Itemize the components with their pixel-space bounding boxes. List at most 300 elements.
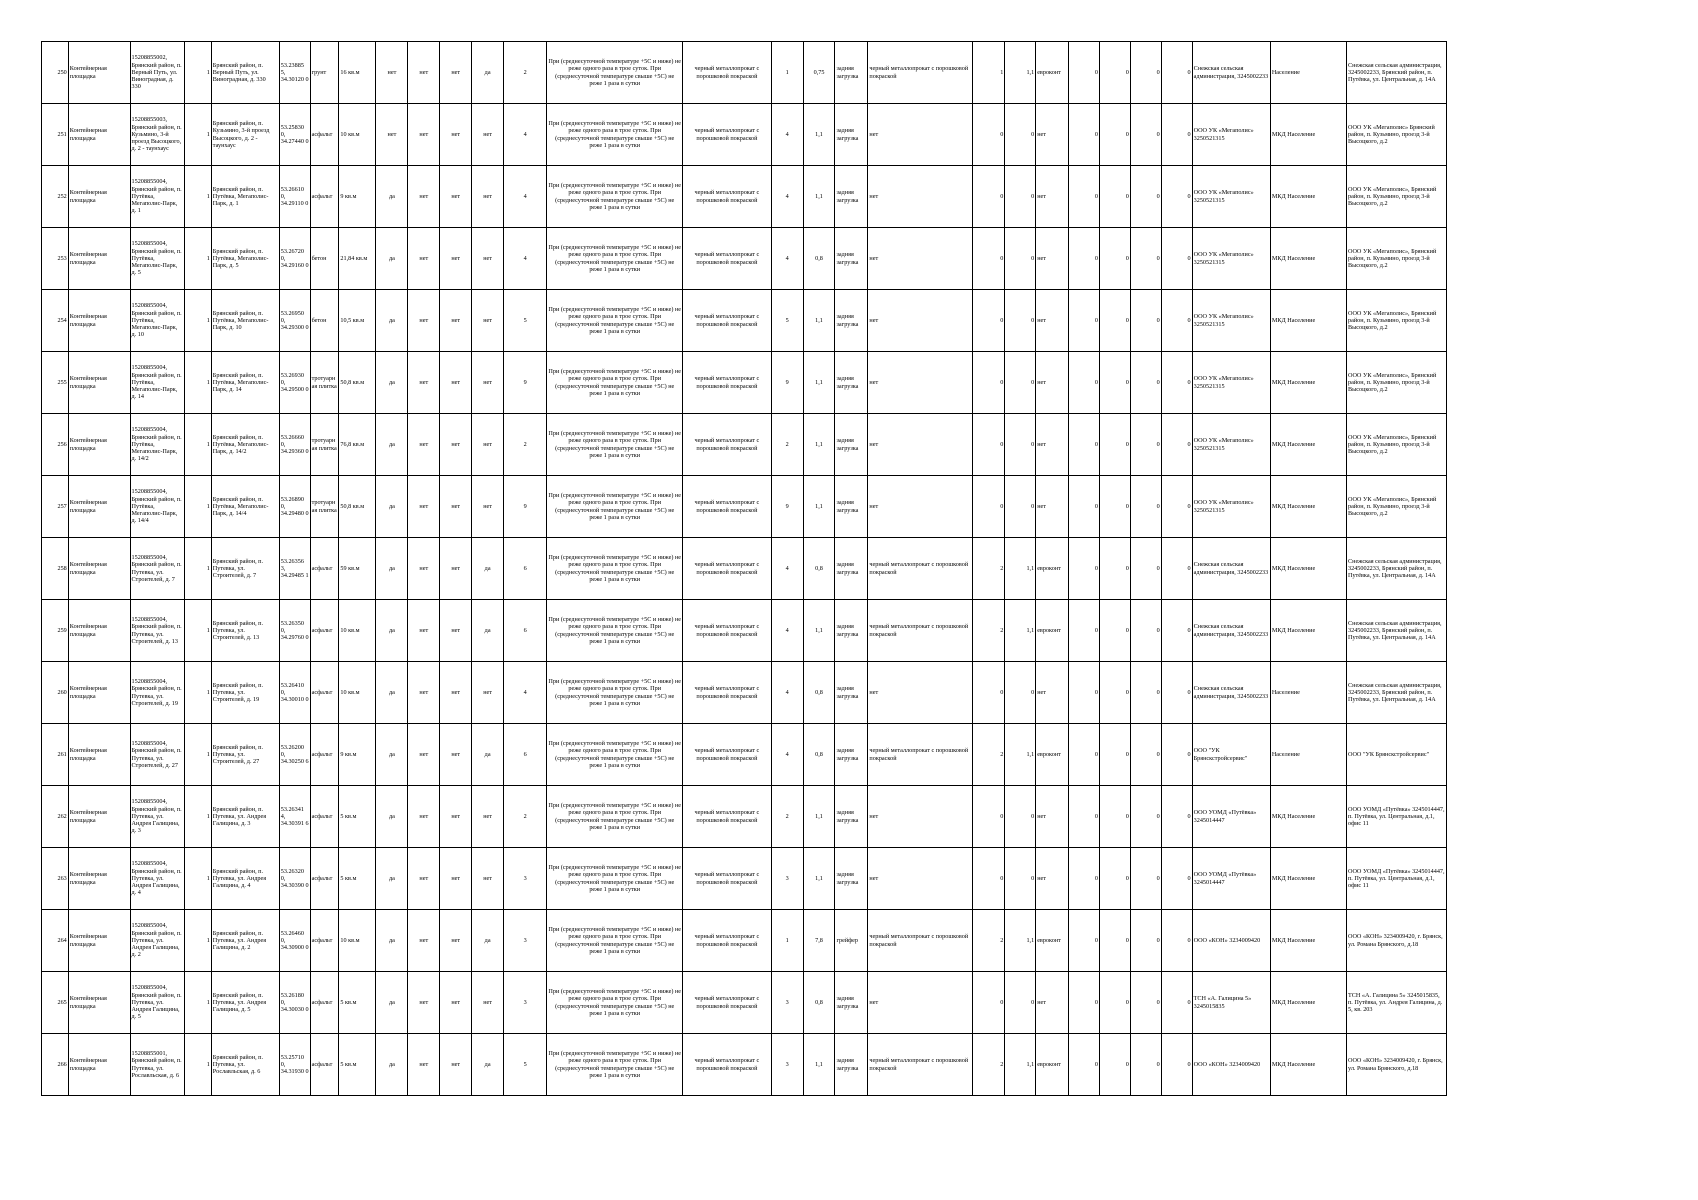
planned-1: 0	[1069, 228, 1100, 290]
row-number: 263	[42, 848, 69, 910]
flag-1: да	[376, 724, 408, 786]
flag-4: нет	[472, 786, 504, 848]
planned-2: 0	[1100, 166, 1131, 228]
flag-4: нет	[472, 476, 504, 538]
waste-source: МКД Население	[1270, 848, 1346, 910]
organization-details: ООО УК «Мегаполис», Брянский район, п. Кузьмино, проезд 3-й Высоцкого, д.2	[1347, 166, 1447, 228]
container-quantity: 3	[771, 972, 803, 1034]
organization-details: ООО УК «Мегаполис», Брянский район, п. Кузьмино, проезд 3-й Высоцкого, д.2	[1347, 228, 1447, 290]
flag-1: да	[376, 786, 408, 848]
bunker-material: нет	[868, 166, 973, 228]
site-coordinates: 53.26460 0, 34.30900 0	[279, 910, 310, 972]
loading-type: задняя загрузка	[835, 662, 868, 724]
site-area: 50,8 кв.м	[339, 476, 376, 538]
owner-name: Снежская сельская администрация, 3245002233	[1192, 662, 1270, 724]
bunker-type: нет	[1036, 476, 1069, 538]
planned-1: 0	[1069, 1034, 1100, 1096]
flag-2: нет	[408, 290, 440, 352]
container-quantity: 2	[771, 786, 803, 848]
site-address: Брянский район, п. Путёвка, Мегаполис-Парк, д. 14	[211, 352, 279, 414]
site-address: Брянский район, п. Верный Путь, ул. Виноградная, д. 330	[211, 42, 279, 104]
surface-type: асфальт	[310, 786, 339, 848]
container-volume: 0,8	[803, 228, 835, 290]
table-row	[42, 414, 1447, 476]
site-type: Контейнерная площадка	[68, 848, 130, 910]
container-material: черный металлопрокат с порошковой покраской	[683, 414, 772, 476]
organization-details: Снежская сельская администрация, 3245002233, Брянский район, п. Путёвка, ул. Центральная, д. 14А	[1347, 600, 1447, 662]
site-code: 15208855004, Брянский район, п. Путёвка, Мегаполис-Парк, д. 14	[130, 352, 185, 414]
loading-type: задняя загрузка	[835, 538, 868, 600]
loading-type: задняя загрузка	[835, 42, 868, 104]
organization-details: ООО УОМД «Путёвка» 3245014447, п. Путёвка, ул. Центральная, д.1, офис 11	[1347, 786, 1447, 848]
container-count: 4	[504, 166, 547, 228]
planned-4: 0	[1161, 166, 1192, 228]
loading-type: задняя загрузка	[835, 166, 868, 228]
organization-details: ООО УОМД «Путёвка» 3245014447, п. Путёвка, ул. Центральная, д.1, офис 11	[1347, 848, 1447, 910]
container-quantity: 4	[771, 600, 803, 662]
row-number: 261	[42, 724, 69, 786]
collection-schedule: При (среднесуточной температуре +5С и ниже) не реже одного раза в трое суток. При (среднесуточной температуре свыше +5С) не реже 1 раза в сутки	[547, 414, 683, 476]
site-type: Контейнерная площадка	[68, 662, 130, 724]
container-material: черный металлопрокат с порошковой покраской	[683, 910, 772, 972]
site-code: 15208855004, Брянский район, п. Путёвка, Мегаполис-Парк, д. 14/2	[130, 414, 185, 476]
flag-2: нет	[408, 538, 440, 600]
bunker-type: евроконт	[1036, 910, 1069, 972]
table-row	[42, 228, 1447, 290]
container-volume: 1,1	[803, 414, 835, 476]
surface-type: тротуарная плитка	[310, 476, 339, 538]
container-material: черный металлопрокат с порошковой покраской	[683, 166, 772, 228]
site-type: Контейнерная площадка	[68, 972, 130, 1034]
bunker-type: нет	[1036, 290, 1069, 352]
planned-2: 0	[1100, 228, 1131, 290]
site-address: Брянский район, п. Путёвка, Мегаполис-Парк, д. 14/2	[211, 414, 279, 476]
bunker-volume: 1,1	[1005, 42, 1036, 104]
container-count: 3	[504, 848, 547, 910]
flag-4: да	[472, 910, 504, 972]
bunker-volume: 1,1	[1005, 600, 1036, 662]
flag-2: нет	[408, 1034, 440, 1096]
flag-1: да	[376, 972, 408, 1034]
site-area: 5 кв.м	[339, 1034, 376, 1096]
bunker-type: нет	[1036, 848, 1069, 910]
site-address: Брянский район, п. Путёвка, Мегаполис-Парк, д. 14/4	[211, 476, 279, 538]
surface-type: асфальт	[310, 600, 339, 662]
planned-2: 0	[1100, 786, 1131, 848]
waste-source: МКД Население	[1270, 600, 1346, 662]
site-area: 9 кв.м	[339, 166, 376, 228]
flag-3: нет	[440, 972, 472, 1034]
site-area: 21,84 кв.м	[339, 228, 376, 290]
container-volume: 0,8	[803, 972, 835, 1034]
planned-2: 0	[1100, 476, 1131, 538]
register-body	[42, 42, 1447, 1096]
bunker-volume: 1,1	[1005, 1034, 1036, 1096]
owner-name: ООО УК «Мегаполис» 3250521315	[1192, 290, 1270, 352]
waste-source: МКД Население	[1270, 104, 1346, 166]
planned-4: 0	[1161, 972, 1192, 1034]
flag-2: нет	[408, 600, 440, 662]
flag-2: нет	[408, 972, 440, 1034]
container-quantity: 4	[771, 228, 803, 290]
planned-4: 0	[1161, 476, 1192, 538]
owner-name: Снежская сельская администрация, 3245002233	[1192, 42, 1270, 104]
planned-3: 0	[1130, 166, 1161, 228]
site-type: Контейнерная площадка	[68, 538, 130, 600]
bunker-volume: 1,1	[1005, 724, 1036, 786]
container-volume: 1,1	[803, 290, 835, 352]
collection-schedule: При (среднесуточной температуре +5С и ниже) не реже одного раза в трое суток. При (среднесуточной температуре свыше +5С) не реже 1 раза в сутки	[547, 724, 683, 786]
container-volume: 1,1	[803, 600, 835, 662]
site-coordinates: 53.26320 0, 34.30390 0	[279, 848, 310, 910]
surface-type: тротуарная плитка	[310, 414, 339, 476]
planned-4: 0	[1161, 42, 1192, 104]
table-row	[42, 476, 1447, 538]
planned-2: 0	[1100, 352, 1131, 414]
table-row	[42, 724, 1447, 786]
site-count: 1	[185, 104, 212, 166]
site-coordinates: 53.26720 0, 34.29160 0	[279, 228, 310, 290]
container-material: черный металлопрокат с порошковой покраской	[683, 538, 772, 600]
bunker-quantity: 2	[973, 1034, 1005, 1096]
flag-4: нет	[472, 104, 504, 166]
site-address: Брянский район, п. Путёвка, Мегаполис-Парк, д. 1	[211, 166, 279, 228]
planned-2: 0	[1100, 42, 1131, 104]
site-type: Контейнерная площадка	[68, 42, 130, 104]
container-material: черный металлопрокат с порошковой покраской	[683, 662, 772, 724]
organization-details: ООО УК «Мегаполис», Брянский район, п. Кузьмино, проезд 3-й Высоцкого, д.2	[1347, 476, 1447, 538]
bunker-quantity: 2	[973, 600, 1005, 662]
site-count: 1	[185, 662, 212, 724]
owner-name: ООО УК «Мегаполис» 3250521315	[1192, 228, 1270, 290]
loading-type: задняя загрузка	[835, 414, 868, 476]
row-number: 253	[42, 228, 69, 290]
planned-1: 0	[1069, 104, 1100, 166]
bunker-material: черный металлопрокат с порошковой покраской	[868, 42, 973, 104]
site-count: 1	[185, 476, 212, 538]
bunker-material: нет	[868, 786, 973, 848]
row-number: 264	[42, 910, 69, 972]
collection-schedule: При (среднесуточной температуре +5С и ниже) не реже одного раза в трое суток. При (среднесуточной температуре свыше +5С) не реже 1 раза в сутки	[547, 290, 683, 352]
planned-3: 0	[1130, 1034, 1161, 1096]
planned-3: 0	[1130, 104, 1161, 166]
site-code: 15208855004, Брянский район, п. Путёвка, Мегаполис-Парк, д. 10	[130, 290, 185, 352]
table-row	[42, 290, 1447, 352]
planned-1: 0	[1069, 352, 1100, 414]
owner-name: Снежская сельская администрация, 3245002233	[1192, 538, 1270, 600]
site-type: Контейнерная площадка	[68, 166, 130, 228]
table-row	[42, 352, 1447, 414]
container-count: 6	[504, 538, 547, 600]
site-count: 1	[185, 166, 212, 228]
planned-4: 0	[1161, 104, 1192, 166]
site-address: Брянский район, п. Путёвка, Мегаполис-Парк, д. 5	[211, 228, 279, 290]
waste-source: МКД Население	[1270, 476, 1346, 538]
container-material: черный металлопрокат с порошковой покраской	[683, 104, 772, 166]
planned-1: 0	[1069, 42, 1100, 104]
site-code: 15208855004, Брянский район, п. Путевка, ул. Андрея Галицина, д. 5	[130, 972, 185, 1034]
container-volume: 1,1	[803, 166, 835, 228]
flag-4: да	[472, 538, 504, 600]
table-row	[42, 662, 1447, 724]
planned-3: 0	[1130, 538, 1161, 600]
container-count: 3	[504, 972, 547, 1034]
loading-type: задняя загрузка	[835, 104, 868, 166]
container-quantity: 4	[771, 662, 803, 724]
site-count: 1	[185, 786, 212, 848]
site-code: 15208855004, Брянский район, п. Путевка, ул. Андрея Галицина, д. 2	[130, 910, 185, 972]
organization-details: ООО УК «Мегаполис», Брянский район, п. Кузьмино, проезд 3-й Высоцкого, д.2	[1347, 290, 1447, 352]
bunker-material: нет	[868, 290, 973, 352]
container-quantity: 9	[771, 476, 803, 538]
container-volume: 0,8	[803, 724, 835, 786]
site-address: Брянский район, п. Путёвка, Мегаполис-Парк, д. 10	[211, 290, 279, 352]
site-coordinates: 53.26610 0, 34.29110 0	[279, 166, 310, 228]
container-quantity: 1	[771, 42, 803, 104]
container-volume: 1,1	[803, 786, 835, 848]
site-area: 50,8 кв.м	[339, 352, 376, 414]
waste-source: МКД Население	[1270, 166, 1346, 228]
table-row	[42, 972, 1447, 1034]
bunker-type: нет	[1036, 352, 1069, 414]
table-row	[42, 600, 1447, 662]
table-row	[42, 910, 1447, 972]
bunker-material: черный металлопрокат с порошковой покраской	[868, 538, 973, 600]
loading-type: задняя загрузка	[835, 352, 868, 414]
site-code: 15208855002, Брянский район, п. Верный Путь, ул. Виноградная, д. 330	[130, 42, 185, 104]
bunker-volume: 0	[1005, 228, 1036, 290]
bunker-volume: 0	[1005, 352, 1036, 414]
site-code: 15208855004, Брянский район, п. Путевка, ул. Строителей, д. 19	[130, 662, 185, 724]
flag-3: нет	[440, 228, 472, 290]
bunker-quantity: 0	[973, 104, 1005, 166]
planned-1: 0	[1069, 600, 1100, 662]
planned-4: 0	[1161, 352, 1192, 414]
bunker-volume: 0	[1005, 786, 1036, 848]
site-type: Контейнерная площадка	[68, 910, 130, 972]
flag-3: нет	[440, 786, 472, 848]
bunker-quantity: 1	[973, 42, 1005, 104]
site-coordinates: 53.26930 0, 34.29500 0	[279, 352, 310, 414]
site-type: Контейнерная площадка	[68, 600, 130, 662]
site-count: 1	[185, 910, 212, 972]
organization-details: ООО УК «Мегаполис» Брянский район, п. Кузьмино, проезд 3-й Высоцкого, д.2	[1347, 104, 1447, 166]
bunker-type: нет	[1036, 786, 1069, 848]
container-count: 4	[504, 662, 547, 724]
bunker-type: евроконт	[1036, 1034, 1069, 1096]
site-code: 15208855001, Брянский район, п. Путевка, ул. Рославльская, д. 6	[130, 1034, 185, 1096]
bunker-material: нет	[868, 104, 973, 166]
row-number: 265	[42, 972, 69, 1034]
bunker-material: нет	[868, 228, 973, 290]
site-area: 10,5 кв.м	[339, 290, 376, 352]
waste-source: Население	[1270, 42, 1346, 104]
loading-type: задняя загрузка	[835, 600, 868, 662]
container-count: 3	[504, 910, 547, 972]
row-number: 255	[42, 352, 69, 414]
site-type: Контейнерная площадка	[68, 290, 130, 352]
row-number: 250	[42, 42, 69, 104]
organization-details: ООО УК «Мегаполис», Брянский район, п. Кузьмино, проезд 3-й Высоцкого, д.2	[1347, 352, 1447, 414]
site-type: Контейнерная площадка	[68, 476, 130, 538]
site-area: 76,8 кв.м	[339, 414, 376, 476]
site-address: Брянский район, п. Путевка, ул. Андрея Галицина, д. 5	[211, 972, 279, 1034]
surface-type: асфальт	[310, 104, 339, 166]
flag-2: нет	[408, 228, 440, 290]
flag-2: нет	[408, 476, 440, 538]
site-address: Брянский район, п. Путевка, ул. Андрея Галицина, д. 3	[211, 786, 279, 848]
collection-schedule: При (среднесуточной температуре +5С и ниже) не реже одного раза в трое суток. При (среднесуточной температуре свыше +5С) не реже 1 раза в сутки	[547, 476, 683, 538]
bunker-type: нет	[1036, 228, 1069, 290]
bunker-quantity: 2	[973, 910, 1005, 972]
bunker-type: евроконт	[1036, 600, 1069, 662]
planned-2: 0	[1100, 724, 1131, 786]
surface-type: асфальт	[310, 538, 339, 600]
planned-1: 0	[1069, 290, 1100, 352]
bunker-material: нет	[868, 848, 973, 910]
flag-3: нет	[440, 910, 472, 972]
container-quantity: 3	[771, 1034, 803, 1096]
site-count: 1	[185, 228, 212, 290]
organization-details: ТСН «А. Галицина 5» 3245015835, п. Путёвка, ул. Андрея Галицина, д. 5, кв. 203	[1347, 972, 1447, 1034]
site-type: Контейнерная площадка	[68, 228, 130, 290]
flag-2: нет	[408, 352, 440, 414]
collection-schedule: При (среднесуточной температуре +5С и ниже) не реже одного раза в трое суток. При (среднесуточной температуре свыше +5С) не реже 1 раза в сутки	[547, 600, 683, 662]
row-number: 257	[42, 476, 69, 538]
planned-3: 0	[1130, 662, 1161, 724]
waste-source: Население	[1270, 662, 1346, 724]
flag-4: да	[472, 1034, 504, 1096]
planned-3: 0	[1130, 414, 1161, 476]
collection-schedule: При (среднесуточной температуре +5С и ниже) не реже одного раза в трое суток. При (среднесуточной температуре свыше +5С) не реже 1 раза в сутки	[547, 166, 683, 228]
bunker-volume: 0	[1005, 476, 1036, 538]
container-count: 6	[504, 600, 547, 662]
flag-1: да	[376, 166, 408, 228]
surface-type: асфальт	[310, 662, 339, 724]
flag-4: да	[472, 600, 504, 662]
flag-1: да	[376, 910, 408, 972]
owner-name: ООО «КОН» 3234009420	[1192, 910, 1270, 972]
site-type: Контейнерная площадка	[68, 352, 130, 414]
planned-4: 0	[1161, 724, 1192, 786]
container-quantity: 3	[771, 848, 803, 910]
planned-4: 0	[1161, 910, 1192, 972]
bunker-volume: 0	[1005, 104, 1036, 166]
organization-details: ООО «КОН» 3234009420, г. Брянск, ул. Романа Брянского, д.18	[1347, 1034, 1447, 1096]
loading-type: грейфер	[835, 910, 868, 972]
planned-4: 0	[1161, 848, 1192, 910]
container-volume: 0,8	[803, 662, 835, 724]
row-number: 252	[42, 166, 69, 228]
site-count: 1	[185, 600, 212, 662]
container-count: 4	[504, 228, 547, 290]
bunker-material: черный металлопрокат с порошковой покраской	[868, 724, 973, 786]
flag-1: да	[376, 290, 408, 352]
planned-2: 0	[1100, 290, 1131, 352]
bunker-material: нет	[868, 352, 973, 414]
container-volume: 1,1	[803, 104, 835, 166]
flag-1: да	[376, 600, 408, 662]
table-row	[42, 42, 1447, 104]
site-area: 10 кв.м	[339, 662, 376, 724]
site-coordinates: 53.26350 0, 34.29760 0	[279, 600, 310, 662]
bunker-volume: 0	[1005, 972, 1036, 1034]
container-quantity: 2	[771, 414, 803, 476]
bunker-quantity: 2	[973, 538, 1005, 600]
site-area: 10 кв.м	[339, 600, 376, 662]
waste-source: МКД Население	[1270, 1034, 1346, 1096]
collection-schedule: При (среднесуточной температуре +5С и ниже) не реже одного раза в трое суток. При (среднесуточной температуре свыше +5С) не реже 1 раза в сутки	[547, 910, 683, 972]
container-material: черный металлопрокат с порошковой покраской	[683, 228, 772, 290]
surface-type: асфальт	[310, 910, 339, 972]
site-coordinates: 53.25710 0, 34.31930 0	[279, 1034, 310, 1096]
planned-3: 0	[1130, 972, 1161, 1034]
organization-details: Снежская сельская администрация, 3245002233, Брянский район, п. Путёвка, ул. Центральная, д. 14А	[1347, 42, 1447, 104]
flag-3: нет	[440, 104, 472, 166]
container-material: черный металлопрокат с порошковой покраской	[683, 848, 772, 910]
site-coordinates: 53.26341 4, 34.30391 6	[279, 786, 310, 848]
site-code: 15208855004, Брянский район, п. Путёвка, Мегаполис-Парк, д. 5	[130, 228, 185, 290]
bunker-type: евроконт	[1036, 724, 1069, 786]
collection-schedule: При (среднесуточной температуре +5С и ниже) не реже одного раза в трое суток. При (среднесуточной температуре свыше +5С) не реже 1 раза в сутки	[547, 786, 683, 848]
collection-schedule: При (среднесуточной температуре +5С и ниже) не реже одного раза в трое суток. При (среднесуточной температуре свыше +5С) не реже 1 раза в сутки	[547, 104, 683, 166]
site-area: 5 кв.м	[339, 786, 376, 848]
container-material: черный металлопрокат с порошковой покраской	[683, 352, 772, 414]
planned-3: 0	[1130, 42, 1161, 104]
surface-type: асфальт	[310, 1034, 339, 1096]
flag-1: да	[376, 476, 408, 538]
owner-name: ООО "УК Брянскстройсервис"	[1192, 724, 1270, 786]
planned-4: 0	[1161, 228, 1192, 290]
flag-4: да	[472, 42, 504, 104]
bunker-material: нет	[868, 972, 973, 1034]
flag-1: нет	[376, 42, 408, 104]
bunker-type: нет	[1036, 166, 1069, 228]
bunker-material: нет	[868, 476, 973, 538]
container-volume: 1,1	[803, 848, 835, 910]
flag-1: да	[376, 228, 408, 290]
collection-schedule: При (среднесуточной температуре +5С и ниже) не реже одного раза в трое суток. При (среднесуточной температуре свыше +5С) не реже 1 раза в сутки	[547, 848, 683, 910]
flag-2: нет	[408, 42, 440, 104]
site-code: 15208855004, Брянский район, п. Путевка, ул. Андрея Галицина, д. 3	[130, 786, 185, 848]
planned-3: 0	[1130, 786, 1161, 848]
container-count: 2	[504, 786, 547, 848]
owner-name: ООО УК «Мегаполис» 3250521315	[1192, 414, 1270, 476]
site-address: Брянский район, п. Путевка, ул. Строителей, д. 13	[211, 600, 279, 662]
flag-3: нет	[440, 352, 472, 414]
waste-source: Население	[1270, 724, 1346, 786]
surface-type: бетон	[310, 290, 339, 352]
container-volume: 0,75	[803, 42, 835, 104]
planned-4: 0	[1161, 290, 1192, 352]
flag-4: нет	[472, 228, 504, 290]
surface-type: грунт	[310, 42, 339, 104]
container-count: 9	[504, 476, 547, 538]
site-coordinates: 53.25830 0, 34.27440 0	[279, 104, 310, 166]
flag-3: нет	[440, 538, 472, 600]
flag-4: нет	[472, 166, 504, 228]
container-volume: 0,8	[803, 538, 835, 600]
loading-type: задняя загрузка	[835, 290, 868, 352]
planned-3: 0	[1130, 848, 1161, 910]
planned-4: 0	[1161, 1034, 1192, 1096]
flag-1: да	[376, 848, 408, 910]
planned-3: 0	[1130, 290, 1161, 352]
site-type: Контейнерная площадка	[68, 1034, 130, 1096]
row-number: 254	[42, 290, 69, 352]
table-row	[42, 104, 1447, 166]
surface-type: бетон	[310, 228, 339, 290]
